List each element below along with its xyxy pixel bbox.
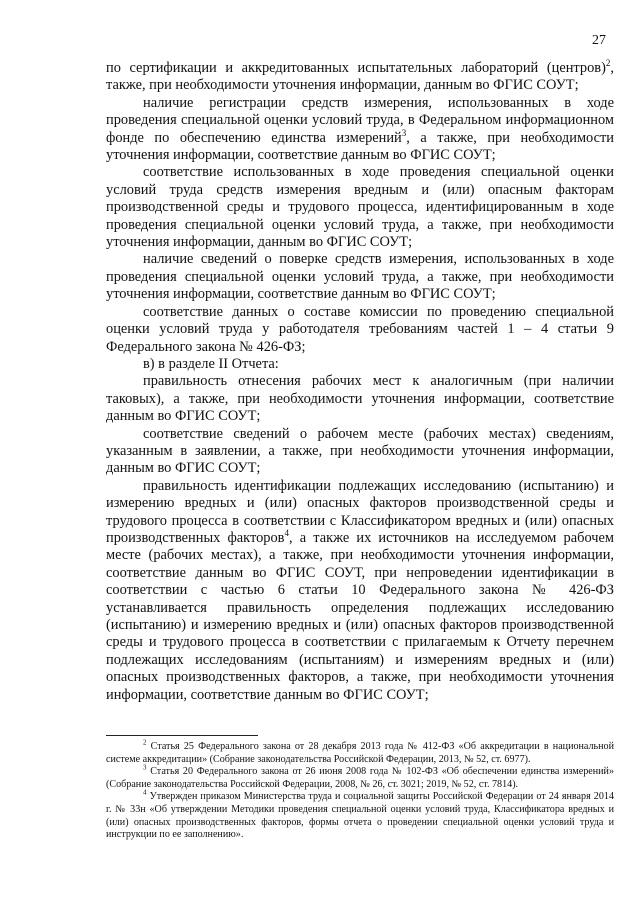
paragraph-3	[106, 164, 614, 251]
paragraph-text: в) в разделе II Отчета:	[143, 355, 279, 372]
footnote-marker: 3	[143, 763, 147, 772]
footnote-marker: 4	[143, 789, 147, 798]
paragraph-tail: , а также, при необходимости уточнения информации, соответствие данным во ФГИС СОУТ;	[106, 129, 614, 164]
paragraph-5	[106, 304, 614, 356]
paragraph-2	[106, 95, 614, 165]
footnote-marker: 2	[143, 738, 147, 747]
paragraph-text: наличие сведений о поверке средств измерения, использованных в ходе проведения специальной оценки условий труда, а также, при необходимости уточнения информации, соответствие данным во ФГИС СОУТ;	[106, 251, 614, 303]
footnote-2	[106, 738, 614, 766]
footnote-ref-4[interactable]: 4	[284, 528, 289, 539]
footnote-text: Статья 20 Федерального закона от 26 июня 2008 года № 102-ФЗ «Об обеспечении единства измерений» (Собрание законодательства Российской Федерации, 2008, № 26, ст. 3021; 2019, № 52, ст. 7814).	[106, 766, 614, 790]
paragraph-text: соответствие данных о составе комиссии по проведению специальной оценки условий труда у работодателя требованиям частей 1 – 4 статьи 9 Федерального закона № 426-ФЗ;	[106, 303, 614, 355]
paragraph-text: соответствие сведений о рабочем месте (рабочих местах) сведениям, указанным в заявлении, а также, при необходимости уточнения информации, данным во ФГИС СОУТ;	[106, 425, 614, 477]
paragraph-4	[106, 251, 614, 303]
paragraph-tail: , также, при необходимости уточнения информации, данным во ФГИС СОУТ;	[106, 60, 614, 94]
section-heading	[106, 356, 614, 373]
footnote-divider	[106, 735, 258, 736]
footnote-ref-2[interactable]: 2	[605, 58, 611, 69]
page-number: 27	[592, 33, 606, 48]
paragraph-1	[106, 60, 614, 95]
footnotes	[106, 738, 614, 842]
paragraph-text: соответствие использованных в ходе проведения специальной оценки условий труда средств измерения вредным и (или) опасным факторам производственной среды и трудового процесса, идентифицированным в ходе проведения специальной оценки условий труда, а также, при необходимости уточнения информации, данным во ФГИС СОУТ;	[106, 164, 614, 251]
footnote-4	[106, 791, 614, 841]
paragraph-tail: , а также их источников на исследуемом рабочем месте (рабочих местах), а также, при необходимости уточнения информации, соответствие данным во ФГИС СОУТ, при непроведении идентификации в соответствии с частью 6 статьи 10 Федерального закона № 426-ФЗ устанавливается правильность определения подлежащих исследованию (испытанию) и измерению вредных и (или) опасных факторов производственной среды и трудового процесса в соответствии с прилагаемым к Отчету перечнем подлежащих исследованиям (испытаниям) и измерениям вредных и (или) опасных производственных факторов, а также, при необходимости уточнения информации, соответствие данным во ФГИС СОУТ;	[106, 529, 614, 703]
footnote-text: Статья 25 Федерального закона от 28 декабря 2013 года № 412-ФЗ «Об аккредитации в национальной системе аккредитации» (Собрание законодательства Российской Федерации, 2013, № 52, ст. 6977).	[106, 741, 614, 765]
footnote-ref-3[interactable]: 3	[401, 127, 407, 138]
paragraph-text: наличие регистрации средств измерения, использованных в ходе проведения специальной оценки условий труда, в Федеральном информационном фонде по обеспечению единства измерений	[106, 94, 614, 146]
footnote-3	[106, 763, 614, 791]
paragraph-text: правильность идентификации подлежащих исследованию (испытанию) и измерению вредных и (или) опасных факторов производственной среды и трудового процесса в соответствии с Классификатором вредных и (или) опасных производственных факторов	[106, 477, 614, 546]
paragraph-9	[106, 478, 614, 704]
body-text	[106, 60, 614, 704]
paragraph-8	[106, 426, 614, 478]
paragraph-7	[106, 373, 614, 425]
paragraph-text: правильность отнесения рабочих мест к аналогичным (при наличии таковых), а также, при необходимости уточнения информации, соответствие данным во ФГИС СОУТ;	[106, 373, 614, 425]
footnote-text: Утвержден приказом Министерства труда и социальной защиты Российской Федерации от 24 января 2014 г. № 33н «Об утверждении Методики проведения специальной оценки условий труда, Классификатора вредных и (или) опасных производственных факторов, формы отчета о проведении специальной оценки условий труда и инструкции по ее заполнению».	[106, 791, 614, 841]
paragraph-text: по сертификации и аккредитованных испытательных лабораторий (центров)	[106, 60, 606, 76]
